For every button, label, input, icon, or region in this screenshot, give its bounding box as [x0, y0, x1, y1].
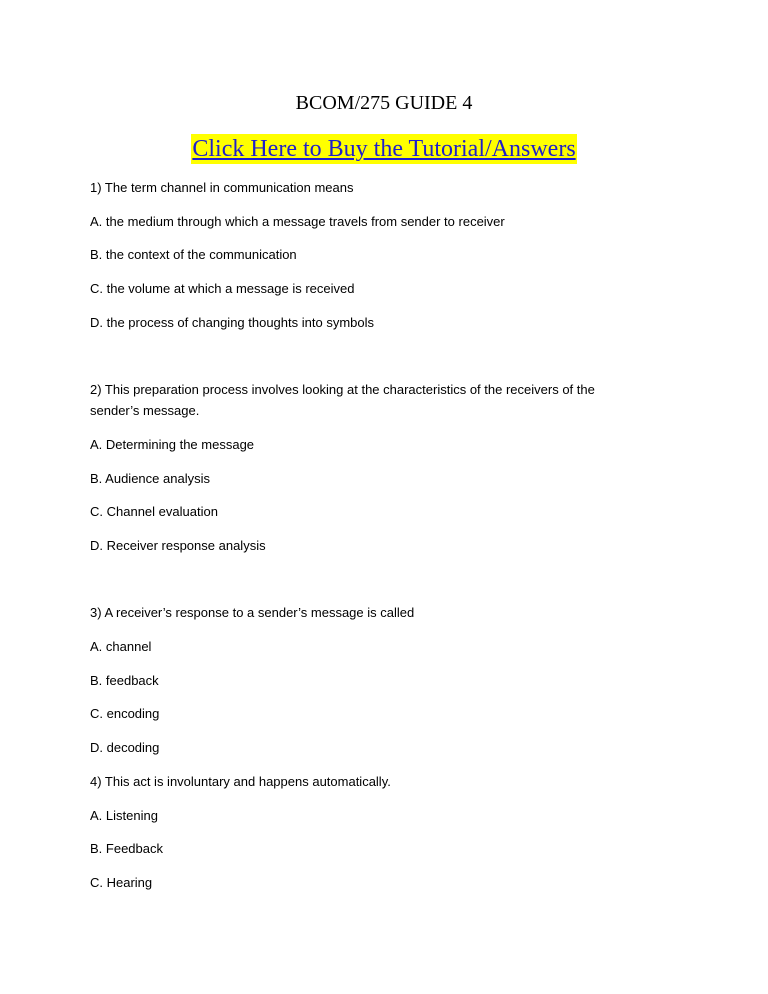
document-title: BCOM/275 GUIDE 4	[295, 92, 473, 114]
question-1-option-a: A. the medium through which a message travels from sender to receiver	[90, 214, 505, 229]
question-3-option-a: A. channel	[90, 639, 152, 654]
question-4-option-c: C. Hearing	[90, 875, 153, 890]
question-3-option-d: D. decoding	[90, 740, 160, 755]
question-2-option-d: D. Receiver response analysis	[90, 538, 266, 553]
question-1-option-c: C. the volume at which a message is received	[90, 281, 355, 296]
question-2-option-c: C. Channel evaluation	[90, 504, 218, 519]
question-4-text: 4) This act is involuntary and happens automatically.	[90, 774, 391, 789]
question-1-text: 1) The term channel in communication means	[90, 180, 354, 195]
question-4-option-a: A. Listening	[90, 808, 158, 823]
buy-link-container	[0, 134, 768, 164]
question-2-option-b: B. Audience analysis	[90, 471, 210, 486]
question-3-option-b: B. feedback	[90, 673, 159, 688]
question-1-option-d: D. the process of changing thoughts into symbols	[90, 315, 374, 330]
question-3-option-c: C. encoding	[90, 706, 160, 721]
question-2-option-a: A. Determining the message	[90, 437, 255, 452]
question-2-text-line-1: 2) This preparation process involves looking at the characteristics of the receivers of the	[90, 382, 595, 397]
question-3-text: 3) A receiver’s response to a sender’s message is called	[90, 605, 415, 620]
question-4-option-b: B. Feedback	[90, 841, 163, 856]
question-2-text-line-2: sender’s message.	[90, 403, 200, 418]
buy-tutorial-link[interactable]: Click Here to Buy the Tutorial/Answers	[192, 136, 576, 162]
question-1-option-b: B. the context of the communication	[90, 247, 297, 262]
